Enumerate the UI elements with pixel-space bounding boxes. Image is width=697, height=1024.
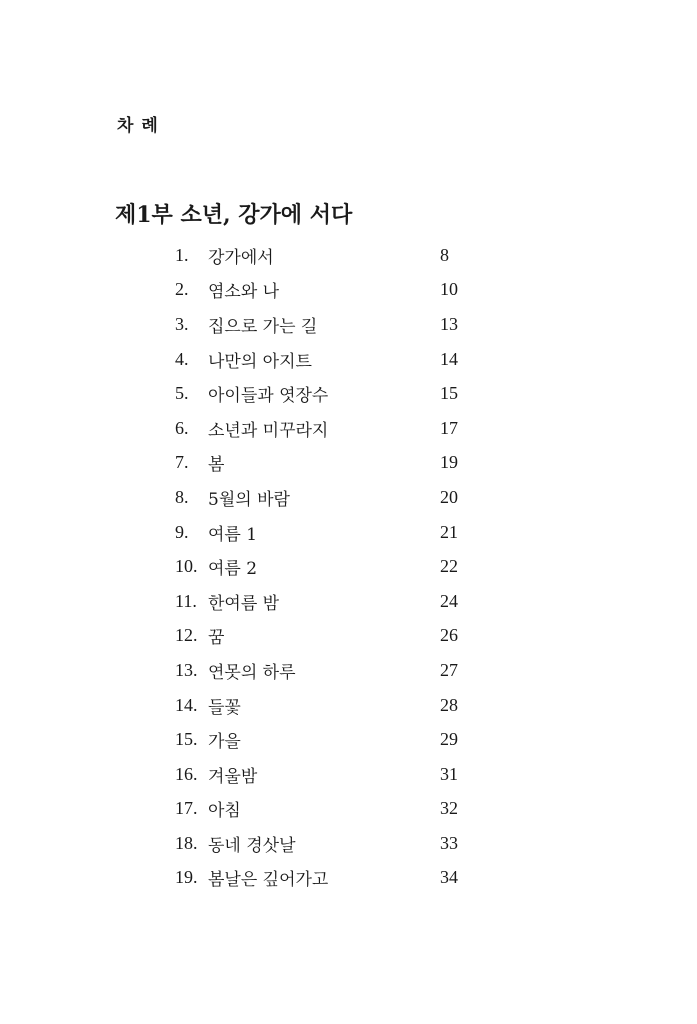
toc-entry-page: 17 [440, 417, 458, 438]
toc-entry-page: 32 [440, 798, 458, 819]
toc-entry-title: 가을 [208, 732, 241, 753]
toc-entry-title: 염소와 나 [208, 282, 280, 303]
toc-entry-number: 10. [175, 556, 198, 577]
toc-entry-number: 18. [175, 832, 198, 853]
toc-entry-number: 2. [175, 279, 189, 300]
toc-entry-title: 봄 [208, 455, 225, 476]
toc-entry-number: 5. [175, 383, 189, 404]
toc-entry [175, 549, 475, 584]
toc-entry [175, 619, 475, 654]
toc-entry-page: 28 [440, 694, 458, 715]
toc-entry [175, 376, 475, 411]
page-heading: 차 례 [117, 116, 159, 136]
toc-entry-number: 4. [175, 348, 189, 369]
toc-entry-title: 여름 1 [208, 524, 258, 545]
toc-entry-page: 20 [440, 486, 458, 507]
toc-entry-page: 14 [440, 348, 458, 369]
toc-entry [175, 584, 475, 619]
toc-entry-page: 22 [440, 556, 458, 577]
toc-entry-title: 봄날은 깊어가고 [208, 870, 329, 891]
toc-entry-number: 17. [175, 798, 198, 819]
toc-entry-page: 27 [440, 659, 458, 680]
toc-entry [175, 792, 475, 827]
toc-entry-page: 31 [440, 763, 458, 784]
toc-entry-title: 나만의 아지트 [208, 351, 312, 372]
toc-entry [175, 446, 475, 481]
toc-entry-page: 34 [440, 867, 458, 888]
toc-entry-title: 꿈 [208, 628, 225, 649]
toc-entry-title: 강가에서 [208, 247, 274, 268]
toc-entry-title: 들꽃 [208, 697, 241, 718]
toc-entry-number: 8. [175, 486, 189, 507]
toc-list [175, 238, 475, 895]
toc-entry-number: 6. [175, 417, 189, 438]
toc-entry-page: 29 [440, 729, 458, 750]
toc-entry-title: 연못의 하루 [208, 662, 296, 683]
toc-entry [175, 515, 475, 550]
toc-entry [175, 722, 475, 757]
toc-entry-title: 여름 2 [208, 559, 258, 580]
toc-entry [175, 342, 475, 377]
toc-entry-number: 3. [175, 313, 189, 334]
toc-entry-number: 7. [175, 452, 189, 473]
toc-entry-number: 13. [175, 659, 198, 680]
toc-entry-title: 아이들과 엿장수 [208, 386, 329, 407]
toc-entry-title: 동네 경삿날 [208, 835, 296, 856]
toc-entry-number: 16. [175, 763, 198, 784]
toc-entry-page: 15 [440, 383, 458, 404]
toc-entry-page: 19 [440, 452, 458, 473]
toc-entry-number: 19. [175, 867, 198, 888]
toc-entry [175, 757, 475, 792]
toc-entry-page: 33 [440, 832, 458, 853]
toc-entry [175, 307, 475, 342]
toc-entry-page: 21 [440, 521, 458, 542]
toc-entry-title: 집으로 가는 길 [208, 316, 318, 337]
toc-entry-number: 11. [175, 590, 197, 611]
toc-entry-number: 1. [175, 244, 189, 265]
toc-entry [175, 826, 475, 861]
toc-entry-page: 10 [440, 279, 458, 300]
toc-entry [175, 480, 475, 515]
toc-entry-page: 8 [440, 244, 449, 265]
toc-entry-number: 15. [175, 729, 198, 750]
toc-entry-number: 9. [175, 521, 189, 542]
toc-entry [175, 411, 475, 446]
toc-entry-page: 13 [440, 313, 458, 334]
toc-entry-number: 14. [175, 694, 198, 715]
toc-entry-number: 12. [175, 625, 198, 646]
part-title: 제1부 소년, 강가에 서다 [115, 202, 353, 228]
toc-entry [175, 688, 475, 723]
toc-entry-title: 아침 [208, 801, 241, 822]
toc-entry [175, 238, 475, 273]
toc-entry-title: 겨울밤 [208, 766, 258, 787]
toc-entry-title: 소년과 미꾸라지 [208, 420, 329, 441]
toc-entry-title: 한여름 밤 [208, 593, 280, 614]
toc-entry-page: 24 [440, 590, 458, 611]
toc-entry-title: 5월의 바람 [208, 489, 290, 510]
toc-entry [175, 861, 475, 896]
toc-entry [175, 653, 475, 688]
toc-entry-page: 26 [440, 625, 458, 646]
toc-entry [175, 273, 475, 308]
